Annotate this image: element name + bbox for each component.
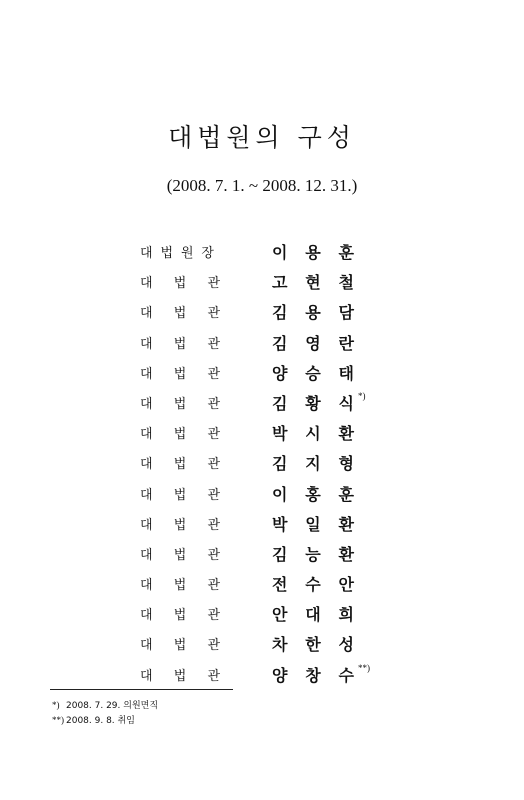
justice-name: 김 능 환 (272, 544, 354, 564)
roster-row (140, 606, 400, 636)
role-label: 대 법 관 (140, 457, 220, 473)
justice-name: 이 홍 훈 (272, 484, 354, 504)
role-label: 대 법 관 (140, 366, 220, 382)
justice-name: 김 영 란 (272, 333, 354, 353)
justice-name: 김 황 식 (272, 393, 354, 413)
footnote (52, 698, 158, 713)
roster-row (140, 335, 400, 365)
roster-row (140, 244, 400, 274)
roster-row (140, 455, 400, 485)
roster-row (140, 425, 400, 455)
role-label: 대 법 관 (140, 427, 220, 443)
footnote-text: 2008. 9. 8. 취임 (66, 716, 135, 726)
roster-row (140, 662, 400, 697)
justice-name: 양 승 태 (272, 363, 354, 383)
role-label: 대 법 관 (140, 638, 220, 654)
footnote-marker: **) (358, 662, 370, 673)
role-label: 대 법 관 (140, 578, 220, 594)
justice-name: 고 현 철 (272, 273, 354, 293)
footnote-marker: *) (358, 390, 366, 401)
roster-row (140, 274, 400, 304)
page-title: 대법원의 구성 (168, 123, 356, 152)
term-period: (2008. 7. 1. ~ 2008. 12. 31.) (166, 176, 358, 195)
roster-row (140, 304, 400, 334)
footnote (52, 713, 158, 728)
roster-row (140, 546, 400, 576)
justice-name: 양 창 수 (272, 665, 354, 685)
roster-row (140, 576, 400, 606)
justice-roster (140, 244, 400, 697)
role-label: 대 법 관 (140, 668, 220, 684)
roster-row (140, 486, 400, 516)
justice-name: 김 용 담 (272, 303, 354, 323)
footnote-text: 2008. 7. 29. 의원면직 (66, 701, 159, 711)
justice-name: 김 지 형 (272, 454, 354, 474)
justice-name: 박 시 환 (272, 424, 354, 444)
role-label: 대 법 원 장 (140, 246, 214, 261)
role-label: 대 법 관 (140, 336, 220, 352)
justice-name: 안 대 희 (272, 605, 354, 625)
role-label: 대 법 관 (140, 276, 220, 292)
role-label: 대 법 관 (140, 396, 220, 412)
role-label: 대 법 관 (140, 517, 220, 533)
roster-row (140, 390, 400, 425)
footnote-divider (50, 689, 233, 690)
justice-name: 박 일 환 (272, 514, 354, 534)
footnote-mark: *) (52, 700, 60, 710)
roster-row (140, 516, 400, 546)
footnote-mark: **) (52, 715, 64, 725)
justice-name: 이 용 훈 (272, 243, 354, 262)
footnotes (52, 698, 158, 728)
role-label: 대 법 관 (140, 306, 220, 322)
justice-name: 차 한 성 (272, 635, 354, 655)
role-label: 대 법 관 (140, 608, 220, 624)
role-label: 대 법 관 (140, 547, 220, 563)
justice-name: 전 수 안 (272, 575, 354, 595)
role-label: 대 법 관 (140, 487, 220, 503)
